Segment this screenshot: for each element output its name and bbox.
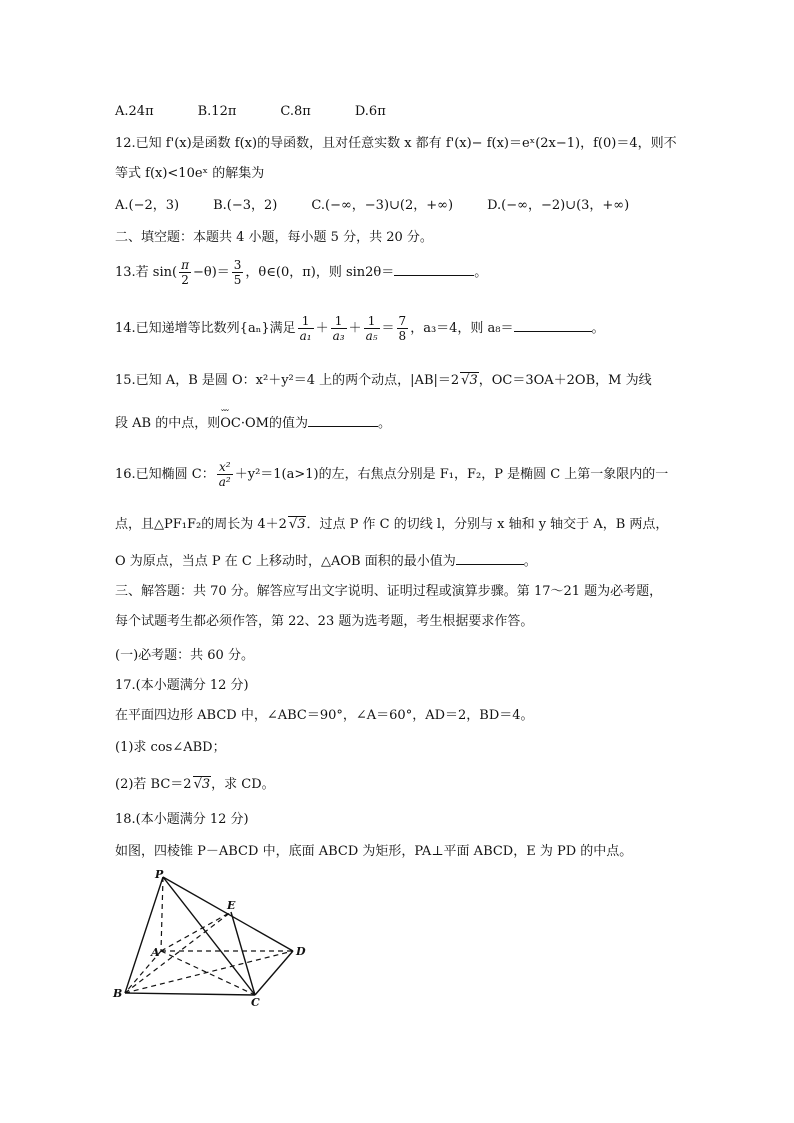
- label-e: E: [227, 899, 236, 912]
- q11-options: [115, 104, 430, 120]
- q15-line2: [115, 414, 391, 432]
- q15-sqrt3: √3: [461, 373, 478, 388]
- q15-end: 。: [377, 416, 391, 431]
- q16-end: 。: [523, 554, 537, 569]
- section3-heading: 三、解答题：共 70 分。解答应写出文字说明、证明过程或演算步骤。第 17～21 题为必考题，: [115, 584, 663, 599]
- q11-option-b: B.12π: [197, 104, 237, 119]
- q14: 14.已知递增等比数列{aₙ}满足 $\frac{1}{\text{a₁}}$ ＋ $\frac{1}{\text{a₃}}$ ＋ $\frac{1}{\text{a₅}}$ ＝ $\frac{7}{8}$ ，a₃＝4，则 a₈＝ 。: [115, 314, 605, 343]
- q12-option-c: C.(−∞，−3)∪(2，+∞): [311, 198, 454, 213]
- q17-stem: 在平面四边形 ABCD 中，∠ABC＝90°，∠A＝60°，AD＝2，BD＝4。: [115, 708, 534, 723]
- q15-text-a: 15.已知 A，B 是圆 O：x²＋y²＝4 上的两个动点，|AB|＝2: [115, 373, 460, 388]
- q13-suffix: ，θ∈(0，π)，则 sin2θ＝: [245, 265, 395, 280]
- q12-line1: 12.已知 f'(x)是函数 f(x)的导函数，且对任意实数 x 都有 f'(x)− f(x)＝eˣ(2x−1)，f(0)＝4，则不: [115, 136, 677, 151]
- q15-text-d: 的值为: [268, 416, 308, 431]
- q15-answer-blank: [308, 414, 378, 427]
- q14-fraction-a3: $\frac{1}{\text{a₃}}$: [332, 314, 345, 343]
- q13-mid: −θ)＝: [192, 265, 230, 280]
- q13-fraction-3-5: $\frac{3}{5}$: [233, 258, 242, 287]
- section3-line2: 每个试题考生都必须作答，第 22、23 题为选考题，考生根据要求作答。: [115, 614, 534, 629]
- q15-text-c: 段 AB 的中点，则: [115, 416, 221, 431]
- q14-prefix: 14.已知递增等比数列{aₙ}满足: [115, 321, 296, 336]
- q14-answer-blank: [514, 319, 592, 332]
- q12-line2: 等式 f(x)<10eˣ 的解集为: [115, 166, 265, 181]
- label-a: A: [151, 946, 160, 959]
- q11-option-d: D.6π: [354, 104, 386, 119]
- q16-sqrt3: √3: [288, 517, 306, 532]
- label-c: C: [251, 996, 260, 1009]
- q14-suffix: ，a₃＝4，则 a₈＝: [410, 321, 514, 336]
- q16-fraction-x2-a2: $\frac{\text{x²}}{\text{a²}}$: [218, 460, 231, 489]
- q12-option-d: D.(−∞，−2)∪(3，+∞): [487, 198, 630, 213]
- edge-be: [125, 912, 231, 993]
- edge-pc: [163, 877, 255, 995]
- q17-sqrt3: √3: [193, 777, 211, 792]
- q16-text-d: ．过点 P 作 C 的切线 l，分别与 x 轴和 y 轴交于 A，B 两点，: [306, 517, 669, 532]
- q16-text-a: 16.已知椭圆 C：: [115, 467, 215, 482]
- q14-end: 。: [591, 321, 605, 336]
- q12-options: [115, 198, 673, 214]
- q12-option-a: A.(−2，3): [115, 198, 180, 213]
- q17-part2: [115, 776, 275, 793]
- q16-text-e: O 为原点，当点 P 在 C 上移动时，△AOB 面积的最小值为: [115, 554, 456, 569]
- label-p: P: [155, 868, 164, 881]
- q13-fraction-pi-over-2: $\frac{\pi}{2}$: [181, 258, 189, 287]
- q16-answer-blank: [456, 552, 524, 565]
- q14-fraction-7-8: $\frac{7}{8}$: [398, 314, 407, 343]
- q18-title: 18.(本小题满分 12 分): [115, 812, 249, 827]
- q15-text-b: ，OC＝3OA＋2OB，M 为线: [478, 373, 652, 388]
- q16-line1: [115, 460, 668, 489]
- q17-part2-text-b: ，求 CD。: [211, 777, 275, 792]
- edge-ac: [161, 951, 255, 995]
- edge-bc: [125, 993, 255, 995]
- q14-fraction-a5: $\frac{1}{\text{a₅}}$: [365, 314, 378, 343]
- q13: [115, 258, 487, 287]
- edge-pa: [161, 877, 163, 951]
- q16-text-b: ＋y²＝1(a>1)的左，右焦点分别是 F₁，F₂，P 是椭圆 C 上第一象限内的一: [234, 467, 669, 482]
- q11-option-c: C.8π: [280, 104, 311, 119]
- required-heading: (一)必考题：共 60 分。: [115, 648, 254, 663]
- pyramid-figure: [105, 865, 315, 1010]
- section2-heading: 二、填空题：本题共 4 小题，每小题 5 分，共 20 分。: [115, 230, 433, 245]
- q16-line3: [115, 552, 537, 570]
- q13-end: 。: [474, 265, 488, 280]
- q15-dot-expression: ˇˇˇ OC·OM: [220, 416, 269, 432]
- q12-option-b: B.(−3，2): [213, 198, 278, 213]
- edge-ec: [231, 912, 255, 995]
- q17-part1: (1)求 cos∠ABD；: [115, 740, 226, 755]
- q18-stem: 如图，四棱锥 P－ABCD 中，底面 ABCD 为矩形，PA⊥平面 ABCD，E 为 PD 的中点。: [115, 844, 633, 859]
- q16-line2: [115, 516, 668, 533]
- q13-answer-blank: [394, 263, 474, 276]
- q17-title: 17.(本小题满分 12 分): [115, 678, 249, 693]
- q11-option-a: A.24π: [115, 104, 154, 119]
- label-d: D: [296, 945, 306, 958]
- edge-ae: [161, 912, 231, 951]
- label-b: B: [113, 987, 123, 1000]
- edge-pb: [125, 877, 163, 993]
- q16-text-c: 点，且△PF₁F₂的周长为 4＋2: [115, 517, 287, 532]
- q15-line1: [115, 372, 652, 389]
- q17-part2-text-a: (2)若 BC＝2: [115, 777, 192, 792]
- q14-fraction-a1: $\frac{1}{\text{a₁}}$: [299, 314, 312, 343]
- edge-cd: [255, 951, 293, 995]
- q13-prefix: 13.若 sin(: [115, 265, 178, 280]
